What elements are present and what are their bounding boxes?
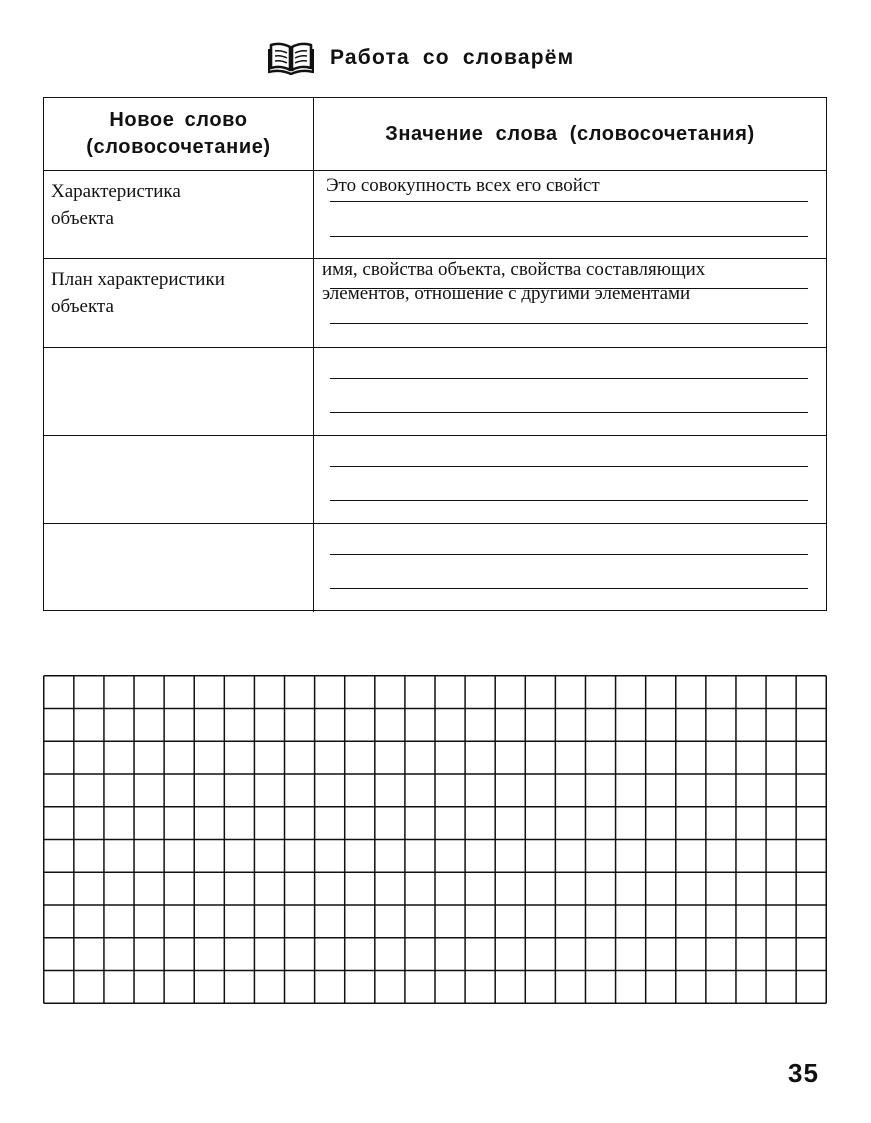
word-text bbox=[51, 266, 225, 320]
meaning-cell[interactable] bbox=[314, 348, 826, 435]
word-cell[interactable] bbox=[44, 436, 314, 523]
writing-line bbox=[330, 288, 808, 289]
writing-line bbox=[330, 588, 808, 589]
page-number: 35 bbox=[788, 1058, 819, 1088]
table-row bbox=[44, 524, 826, 612]
section-heading bbox=[268, 38, 574, 78]
writing-line bbox=[330, 554, 808, 555]
header-new-word-line2: (словосочетание) bbox=[86, 136, 271, 158]
meaning-cell[interactable] bbox=[314, 171, 826, 258]
table-header-row bbox=[44, 98, 826, 171]
word-line: Характеристика bbox=[51, 181, 181, 202]
table-row bbox=[44, 259, 826, 348]
section-title: Работа со словарём bbox=[330, 46, 575, 69]
writing-line bbox=[330, 323, 808, 324]
word-cell[interactable] bbox=[44, 348, 314, 435]
meaning-text: Это совокупность всех его свойст bbox=[326, 175, 600, 196]
writing-line bbox=[330, 466, 808, 467]
header-meaning-label: Значение слова (словосочетания) bbox=[385, 122, 755, 145]
word-cell[interactable] bbox=[44, 259, 314, 347]
writing-line bbox=[330, 412, 808, 413]
writing-line bbox=[330, 201, 808, 202]
writing-line bbox=[330, 378, 808, 379]
word-line: объекта bbox=[51, 208, 114, 229]
meaning-cell[interactable] bbox=[314, 524, 826, 612]
table-row bbox=[44, 348, 826, 436]
meaning-text: имя, свойства объекта, свойства составляющих bbox=[322, 259, 706, 280]
meaning-cell[interactable] bbox=[314, 436, 826, 523]
word-line: объекта bbox=[51, 296, 114, 317]
vocabulary-table bbox=[43, 97, 827, 611]
header-new-word-line1: Новое слово bbox=[109, 109, 248, 131]
word-cell[interactable] bbox=[44, 171, 314, 258]
writing-line bbox=[330, 500, 808, 501]
writing-line bbox=[330, 236, 808, 237]
table-row bbox=[44, 171, 826, 259]
square-grid[interactable] bbox=[43, 675, 827, 1004]
meaning-cell[interactable] bbox=[314, 259, 826, 347]
word-text bbox=[51, 178, 181, 232]
word-line: План характеристики bbox=[51, 269, 225, 290]
table-row bbox=[44, 436, 826, 524]
header-meaning bbox=[314, 98, 826, 170]
header-new-word bbox=[44, 98, 314, 170]
word-cell[interactable] bbox=[44, 524, 314, 612]
meaning-text: элементов, отношение с другими элементами bbox=[322, 283, 691, 304]
open-book-icon bbox=[268, 41, 314, 75]
